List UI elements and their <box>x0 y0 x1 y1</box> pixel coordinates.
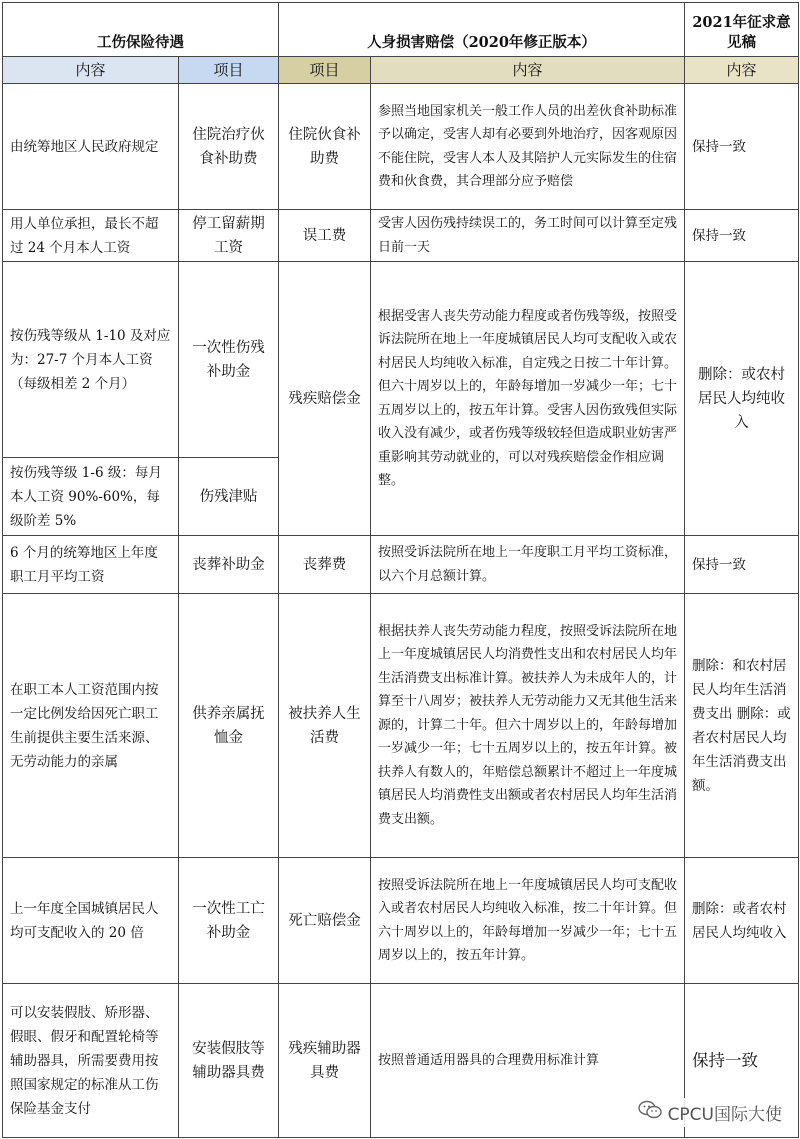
wi-item-cell: 安装假肢等辅助器具费 <box>179 984 279 1138</box>
group-header-row <box>3 3 799 57</box>
pi-content-cell: 根据受害人丧失劳动能力程度或者伤残等级，按照受诉法院所在地上一年度城镇居民人均可支配收入或农村居民人均纯收入标准，自定残之日按二十年计算。但六十周岁以上的，年龄每增加一岁减少一年；七十五周岁以上的，按五年计算。受害人因伤致残但实际收入没有减少，或者伤残等级较轻但造成职业妨害严重影响其劳动就业的，可以对残疾赔偿金作相应调整。 <box>371 262 685 536</box>
col-header-pi-item: 项目 <box>279 57 371 84</box>
pi-content-cell: 受害人因伤残持续误工的，务工时间可以计算至定残日前一天 <box>371 210 685 262</box>
pi-content-cell: 按照普通适用器具的合理费用标准计算 <box>371 984 685 1138</box>
wi-item-cell: 一次性工亡补助金 <box>179 858 279 984</box>
draft-cell: 删除：或农村居民人均纯收入 <box>685 262 799 536</box>
pi-item-cell: 残疾辅助器具费 <box>279 984 371 1138</box>
wi-content-cell: 上一年度全国城镇居民人均可支配收入的 20 倍 <box>3 858 179 984</box>
header-draft-2021: 2021年征求意见稿 <box>685 3 799 57</box>
col-header-draft-content: 内容 <box>685 57 799 84</box>
wi-item-cell: 停工留薪期工资 <box>179 210 279 262</box>
watermark-text: CPCU国际大使 <box>667 1105 782 1125</box>
pi-content-cell: 参照当地国家机关一般工作人员的出差伙食补助标准予以确定，受害人却有必要到外地治疗，因客观原因不能住院，受害人本人及其陪护人元实际发生的住宿费和伙食费，其合理部分应予赔偿 <box>371 84 685 210</box>
wi-content-cell: 用人单位承担，最长不超过 24 个月本人工资 <box>3 210 179 262</box>
draft-cell: 删除：和农村居民人均年生活消费支出 删除：或者农村居民人均年生活消费支出额。 <box>685 594 799 858</box>
table-row <box>3 858 799 984</box>
pi-content-cell: 按照受诉法院所在地上一年度职工月平均工资标准，以六个月总额计算。 <box>371 536 685 594</box>
pi-item-cell: 被扶养人生活费 <box>279 594 371 858</box>
col-header-wi-item: 项目 <box>179 57 279 84</box>
col-header-wi-content: 内容 <box>3 57 179 84</box>
wi-content-cell: 6 个月的统筹地区上年度职工月平均工资 <box>3 536 179 594</box>
wi-content-cell: 可以安装假肢、矫形器、假眼、假牙和配置轮椅等辅助器具，所需要费用按照国家规定的标准从工伤保险基金支付 <box>3 984 179 1138</box>
wechat-icon <box>638 1100 662 1125</box>
header-personal-injury: 人身损害赔偿（2020年修正版本） <box>279 3 685 57</box>
pi-item-cell: 误工费 <box>279 210 371 262</box>
col-header-pi-content: 内容 <box>371 57 685 84</box>
table-row <box>3 84 799 210</box>
pi-item-cell: 死亡赔偿金 <box>279 858 371 984</box>
wi-content-cell: 由统筹地区人民政府规定 <box>3 84 179 210</box>
wi-content-cell: 按伤残等级 1-6 级：每月本人工资 90%-60%，每级阶差 5% <box>3 458 179 536</box>
draft-cell: 保持一致 <box>685 210 799 262</box>
wi-item-cell: 丧葬补助金 <box>179 536 279 594</box>
wi-content-cell: 在职工本人工资范围内按一定比例发给因死亡职工生前提供主要生活来源、无劳动能力的亲属 <box>3 594 179 858</box>
draft-cell: 删除：或者农村居民人均纯收入 <box>685 858 799 984</box>
draft-cell: 保持一致 <box>685 84 799 210</box>
column-header-row <box>3 57 799 84</box>
wi-item-cell: 住院治疗伙食补助费 <box>179 84 279 210</box>
wi-item-cell: 一次性伤残补助金 <box>179 262 279 458</box>
wi-item-cell: 供养亲属抚恤金 <box>179 594 279 858</box>
pi-item-cell: 住院伙食补助费 <box>279 84 371 210</box>
pi-content-cell: 按照受诉法院所在地上一年度城镇居民人均可支配收入或者农村居民人均纯收入标准，按二十年计算。但六十周岁以上的，年龄每增加一岁减少一年；七十五周岁以上的，按五年计算。 <box>371 858 685 984</box>
draft-cell: 保持一致 <box>685 984 799 1138</box>
watermark <box>634 1098 786 1127</box>
pi-content-cell: 根据扶养人丧失劳动能力程度，按照受诉法院所在地上一年度城镇居民人均消费性支出和农村居民人均年生活消费支出标准计算。被扶养人为未成年人的，计算至十八周岁；被扶养人无劳动能力又无其他生活来源的，计算二十年。但六十周岁以上的，年龄每增加一岁减少一年；七十五周岁以上的，按五年计算。被扶养人有数人的，年赔偿总额累计不超过上一年度城镇居民人均消费性支出额或者农村居民人均年生活消费支出额。 <box>371 594 685 858</box>
pi-item-cell: 残疾赔偿金 <box>279 262 371 536</box>
table-row <box>3 210 799 262</box>
wi-content-cell: 按伤残等级从 1-10 及对应为：27-7 个月本人工资（每级相差 2 个月） <box>3 262 179 458</box>
draft-cell: 保持一致 <box>685 536 799 594</box>
table-row <box>3 262 799 458</box>
wi-item-cell: 伤残津贴 <box>179 458 279 536</box>
pi-item-cell: 丧葬费 <box>279 536 371 594</box>
header-work-injury: 工伤保险待遇 <box>3 3 279 57</box>
table-row <box>3 594 799 858</box>
table-row <box>3 536 799 594</box>
comparison-table <box>2 2 799 1138</box>
